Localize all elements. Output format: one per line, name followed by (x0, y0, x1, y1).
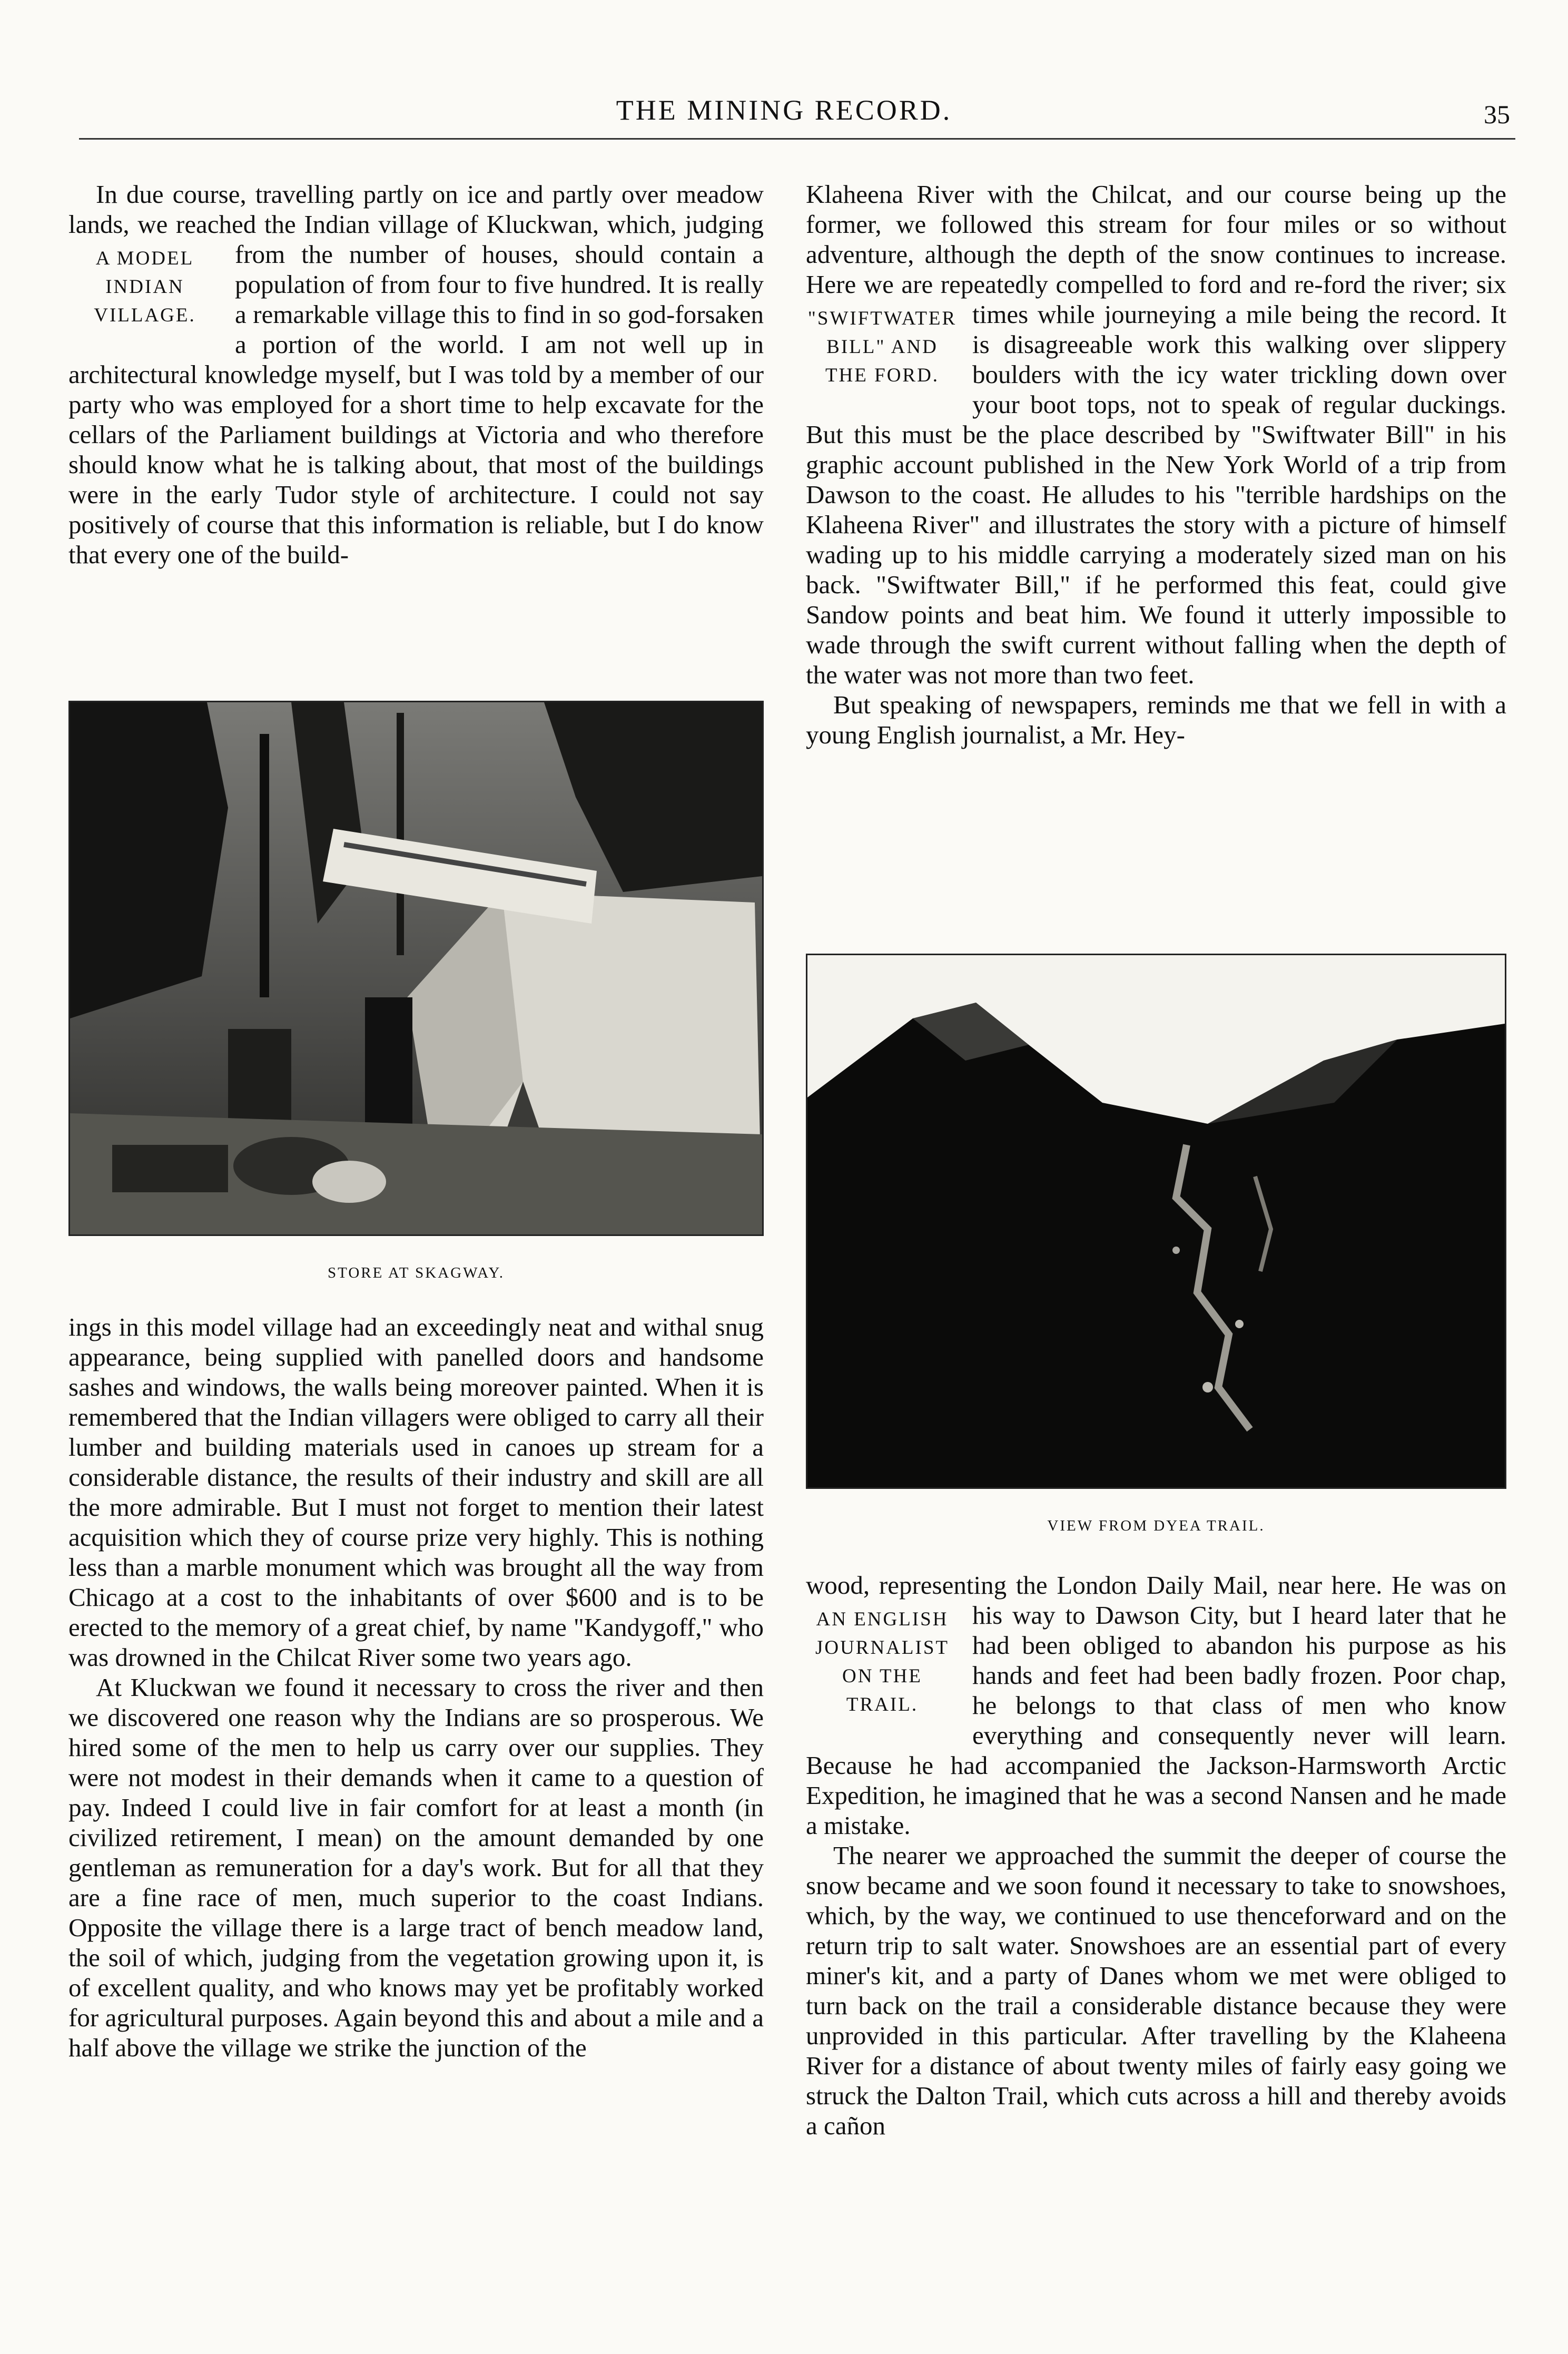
photo-dyea-trail (806, 954, 1506, 1489)
paragraph (68, 179, 764, 570)
photo-store (68, 701, 764, 1236)
right-column-top (806, 179, 1506, 927)
header-rule (79, 138, 1515, 140)
left-column-top (68, 179, 764, 685)
text-run: heard later that he had been obliged to abandon his purpose as his hands and feet had been badly frozen. Poor chap, he belongs to that class of men who know everything and consequently never will learn. Because he had accompanied the Jackson-Harmsworth Arctic Expedition, he imagined that he was a second Nansen and he made a mistake. (806, 1601, 1506, 1840)
side-heading: A MODEL INDIAN VILLAGE. (94, 248, 196, 326)
paragraph (806, 1570, 1506, 1840)
photo-illustration (807, 955, 1505, 1487)
figure-store-at-skagway (68, 701, 764, 1282)
text-run: houses, should contain a population of from four to five hundred. It is really a remarkable village this to find in so god-forsaken a portion of the world. I am not well up in architectural knowledge myself, but I was told by a member of our party who was employed for a short time to help excavate for the cellars of the Parliament buildings at Victoria and who therefore should know what he is talking about, that most of the buildings were in the early Tudor style of architecture. I could not say positively of course that this information is reliable, but I do know that every one of the build- (68, 240, 764, 569)
left-column-bottom (68, 1312, 764, 2302)
page-header (0, 79, 1568, 137)
paragraph: ings in this model village had an exceedingly neat and withal snug appearance, being supplied with panelled doors and handsome sashes and windows, the walls being moreover painted. When it is remembered that the Indian villagers were obliged to carry all their lumber and building materials used in canoes up stream for a considerable distance, the results of their industry and skill are all the more admirable. But I must not forget to mention their latest acquisition which they of course prize very highly. This is nothing less than a marble monument which was brought all the way from Chicago at a cost to the inhabitants of over $600 and is to be erected to the memory of a great chief, by name "Kandygoff," who was drowned in the Chilcat River some two years ago. (68, 1312, 764, 1672)
side-heading: "SWIFTWATER BILL" AND THE FORD. (807, 308, 957, 386)
figure-view-from-dyea-trail (806, 954, 1506, 1535)
figure-caption: STORE AT SKAGWAY. (328, 1264, 505, 1281)
photo-illustration (70, 702, 762, 1234)
right-column-bottom (806, 1570, 1506, 2308)
paragraph: At Kluckwan we found it necessary to cross the river and then we discovered one reason why the Indians are so prosperous. We hired some of the men to help us carry over our supplies. They were not modest in their demands when it came to a question of pay. Indeed I could live in fair comfort for at least a month (in civilized retirement, I mean) on the amount demanded by one gentleman as remuneration for a day's work. But for all that they are a fine race of men, much superior to the coast Indians. Opposite the village there is a large tract of bench meadow land, the soil of which, judging from the vegetation growing upon it, is of excellent quality, and who knows may yet be profitably worked for agricultural purposes. Again beyond this and about a mile and a half above the village we strike the junction of the (68, 1673, 764, 2062)
running-title: THE MINING RECORD. (616, 94, 952, 126)
text-run: wood, representing the London Daily Mail, near here. He was on his way to Dawson City, but I (806, 1571, 1506, 1630)
figure-caption: VIEW FROM DYEA TRAIL. (1047, 1517, 1265, 1534)
side-heading: AN ENGLISH JOURNALIST ON THE TRAIL. (815, 1608, 950, 1715)
paragraph: But speaking of newspapers, reminds me that we fell in with a young English journalist, a Mr. Hey- (806, 690, 1506, 749)
text-run: is disagreeable work this walking over slippery boulders with the icy water trickling down over your boot tops, not to speak of regular duckings. But this must be the place described by "Swiftwater Bill" in his graphic account published in the New York World of a trip from Dawson to the coast. He alludes to his "terrible hardships on the Klaheena River" and illustrates the story with a picture of himself wading up to his middle carrying a moderately sized man on his back. "Swiftwater Bill," if he performed this feat, could give Sandow points and beat him. We found it utterly impossible to wade through the swift current without falling when the depth of the water was not more than two feet. (806, 330, 1506, 689)
page-number: 35 (1484, 100, 1510, 129)
paragraph: The nearer we approached the summit the deeper of course the snow became and we soon found it necessary to take to snowshoes, which, by the way, we continued to use thenceforward and on the return trip to salt water. Snowshoes are an essential part of every miner's kit, and a party of Danes whom we met were obliged to turn back on the trail a considerable distance because they were unprovided in this particular. After travelling by the Klaheena River for a distance of about twenty miles of fairly easy going we struck the Dalton Trail, which cuts across a hill and thereby avoids a cañon (806, 1841, 1506, 2140)
text-run: Klaheena River with the Chilcat, and our course being up the former, we followed this stream for four miles or so without adventure, although the depth of the snow continues to increase. Here we are repeatedly compelled to ford and re-ford the river; six times while journeying a mile being the record. It (806, 180, 1506, 329)
paragraph (806, 179, 1506, 690)
text-run: In due course, travelling partly on ice and partly over meadow lands, we reached the Indian village of Kluckwan, which, judging from the number of (68, 180, 764, 269)
